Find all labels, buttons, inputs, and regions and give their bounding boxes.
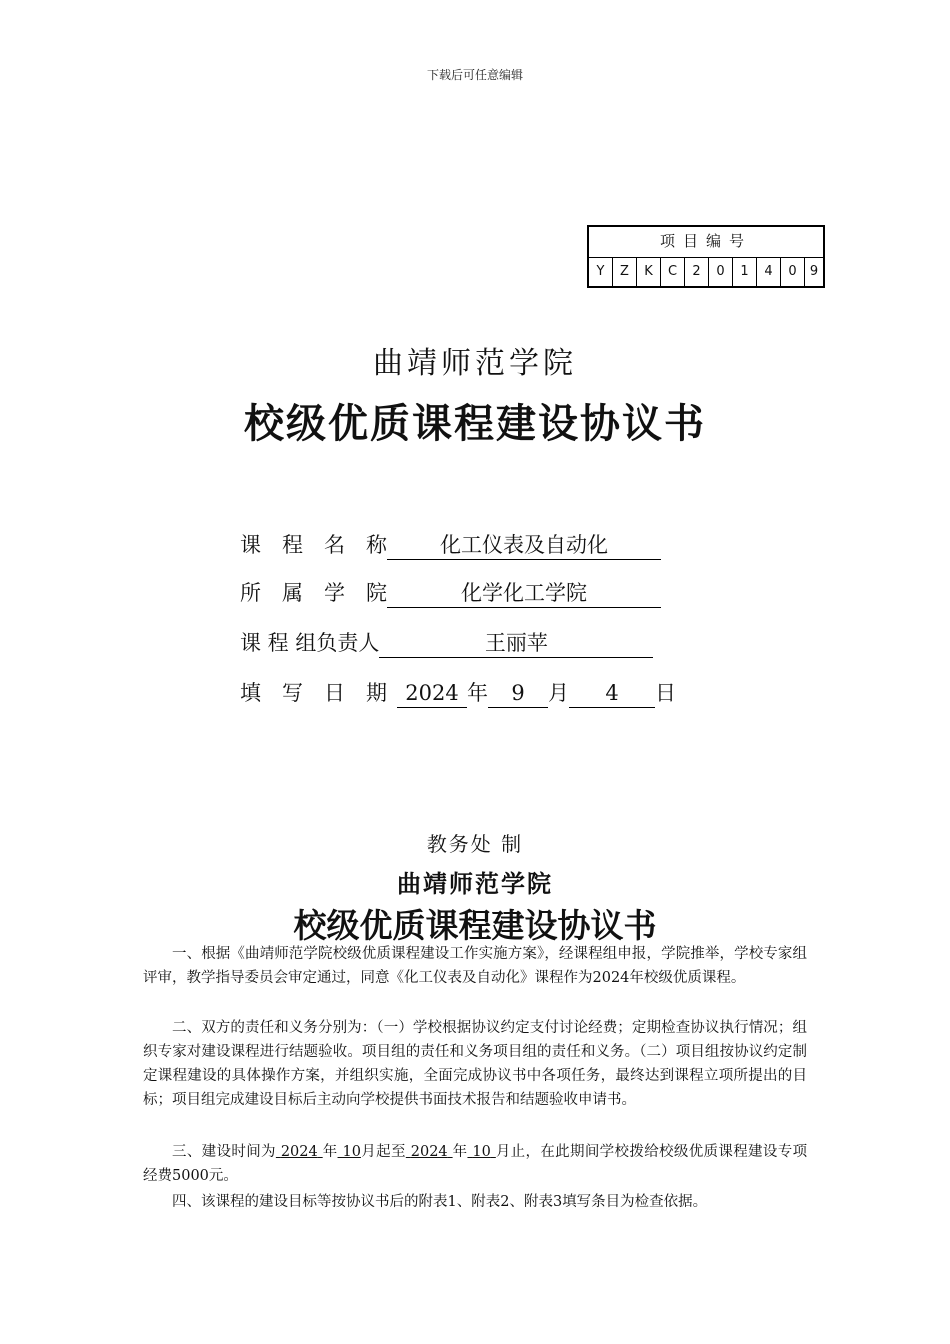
college-value: 化学化工学院	[387, 579, 661, 608]
course-name-row	[240, 530, 661, 560]
clause-3-start-year: 2024	[280, 1144, 318, 1160]
clause-3-year-unit: 年	[322, 1144, 338, 1160]
code-char: 9	[809, 264, 819, 279]
college-row	[240, 578, 661, 608]
cover-school-name: 曲靖师范学院	[373, 346, 577, 381]
code-char: C	[661, 258, 685, 286]
course-name-label: 课 程 名 称	[240, 533, 387, 557]
agreement-clause-4	[143, 1190, 807, 1214]
agreement-school-name: 曲靖师范学院	[397, 869, 553, 898]
leader-label: 课 程 组负责人	[240, 631, 380, 655]
fill-date-year: 2024	[397, 679, 467, 708]
code-char: 2	[685, 258, 709, 286]
fill-date-year-unit: 年	[467, 681, 488, 705]
agreement-clause-2	[143, 1016, 807, 1112]
fill-date-day: 4	[569, 679, 655, 708]
code-char: 1	[733, 258, 757, 286]
fill-date-row	[240, 678, 676, 708]
agreement-clause-3	[143, 1140, 807, 1188]
fill-date-label: 填 写 日 期	[240, 681, 387, 705]
clause-2-text: 二、双方的责任和义务分别为：（一）学校根据协议约定支付讨论经费；定期检查协议执行情况；组织专家对建设课程进行结题验收。项目组的责任和义务项目组的责任和义务。（二）项目组按协议约定制定课程建设的具体操作方案，并组织实施，全面完成协议书中各项任务，最终达到课程立项所提出的目标；项目组完成建设目标后主动向学校提供书面技术报告和结题验收申请书。	[143, 1020, 807, 1108]
cover-title: 校级优质课程建设协议书	[244, 401, 706, 447]
project-code-cells	[589, 258, 823, 286]
fill-date-day-unit: 日	[655, 681, 676, 705]
clause-3-text	[143, 1140, 807, 1188]
clause-3-end-month: 10	[472, 1144, 491, 1160]
code-char: Y	[589, 258, 613, 286]
fill-date-month-unit: 月	[548, 681, 569, 705]
header-note: 下载后可任意编辑	[426, 68, 523, 82]
leader-value: 王丽苹	[379, 629, 653, 658]
clause-3-start-month: 10	[342, 1144, 361, 1160]
clause-3-mid: 月起至	[360, 1144, 406, 1160]
agreement-title: 校级优质课程建设协议书	[293, 906, 657, 945]
clause-3-end-year: 2024	[410, 1144, 448, 1160]
course-name-value: 化工仪表及自动化	[387, 531, 661, 560]
leader-row	[240, 628, 653, 658]
project-code-box	[587, 225, 825, 288]
clause-3-prefix: 三、建设时间为	[172, 1144, 276, 1160]
clause-3-suffix: 月止，在此期间学校拨给校级优质课程建设专项经费5000元。	[143, 1144, 808, 1184]
clause-1-text: 一、根据《曲靖师范学院校级优质课程建设工作实施方案》，经课程组申报，学院推举，学校专家组评审，教学指导委员会审定通过，同意《化工仪表及自动化》课程作为2024年校级优质课程。	[143, 946, 807, 986]
project-code-label: 项目编号	[589, 227, 823, 258]
code-char: 0	[709, 258, 733, 286]
agreement-clause-1	[143, 942, 807, 990]
code-char: K	[637, 258, 661, 286]
code-char: 4	[757, 258, 781, 286]
office-credit: 教务处 制	[426, 832, 524, 856]
clause-4-text: 四、该课程的建设目标等按协议书后的附表1、附表2、附表3填写条目为检查依据。	[172, 1194, 708, 1210]
code-char: Z	[613, 258, 637, 286]
college-label: 所 属 学 院	[240, 581, 387, 605]
fill-date-month: 9	[488, 679, 548, 708]
clause-3-year-unit-2: 年	[452, 1144, 468, 1160]
code-char: 0	[781, 258, 805, 286]
